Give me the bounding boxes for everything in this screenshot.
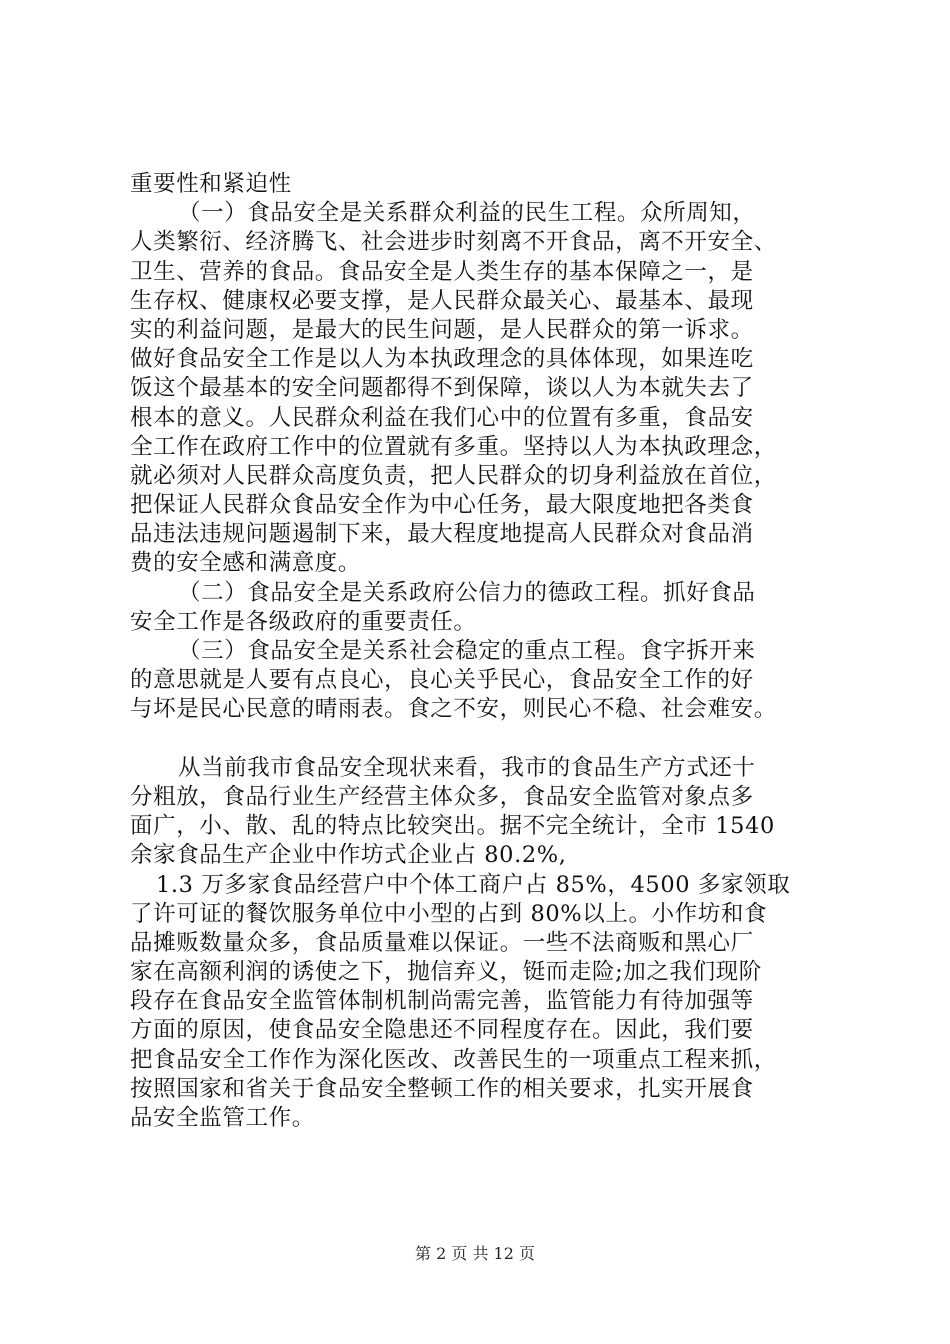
text-line: 品安全监管工作。	[130, 1105, 315, 1131]
text-line: 品摊贩数量众多，食品质量难以保证。一些不法商贩和黑心厂	[130, 929, 754, 956]
text-line: 与坏是民心民意的晴雨表。食之不安，则民心不稳、社会难安。	[130, 696, 777, 723]
text-line: 品违法违规问题遏制下来，最大程度地提高人民群众对食品消	[130, 521, 754, 548]
text-line: 段存在食品安全监管体制机制尚需完善，监管能力有待加强等	[130, 988, 754, 1015]
text-line: 把保证人民群众食品安全作为中心任务，最大限度地把各类食	[130, 492, 754, 519]
text-line: 就必须对人民群众高度负责，把人民群众的切身利益放在首位，	[130, 462, 777, 489]
page-number-footer: 第 2 页 共 12 页	[415, 1244, 535, 1263]
text-line: 方面的原因，使食品安全隐患还不同程度存在。因此，我们要	[130, 1017, 754, 1044]
text-line: 实的利益问题，是最大的民生问题，是人民群众的第一诉求。	[130, 316, 754, 343]
text-line: 分粗放，食品行业生产经营主体众多，食品安全监管对象点多	[130, 783, 754, 810]
text-line: 卫生、营养的食品。食品安全是人类生存的基本保障之一，是	[130, 258, 754, 285]
paragraph-heading-1: （一）食品安全是关系群众利益的民生工程。众所周知，	[178, 200, 756, 227]
paragraph-start: 从当前我市食品安全现状来看，我市的食品生产方式还十	[178, 754, 756, 781]
text-line: 面广，小、散、乱的特点比较突出。据不完全统计，全市 1540	[130, 813, 775, 840]
paragraph-heading-2: （二）食品安全是关系政府公信力的德政工程。抓好食品	[178, 579, 756, 606]
text-line: 根本的意义。人民群众利益在我们心中的位置有多重，食品安	[130, 404, 754, 431]
text-line: 生存权、健康权必要支撑，是人民群众最关心、最基本、最现	[130, 287, 754, 314]
text-line: 按照国家和省关于食品安全整顿工作的相关要求，扎实开展食	[130, 1075, 754, 1102]
paragraph-heading-3: （三）食品安全是关系社会稳定的重点工程。食字拆开来	[178, 638, 756, 664]
text-line: 家在高额利润的诱使之下，抛信弃义，铤而走险;加之我们现阶	[130, 959, 762, 986]
text-line: 全工作在政府工作中的位置就有多重。坚持以人为本执政理念，	[130, 433, 777, 460]
text-line: 饭这个最基本的安全问题都得不到保障，谈以人为本就失去了	[130, 375, 754, 402]
text-line: 余家食品生产企业中作坊式企业占 80.2%,	[130, 842, 567, 869]
text-line: 人类繁衍、经济腾飞、社会进步时刻离不开食品，离不开安全、	[130, 229, 777, 256]
text-line: 了许可证的餐饮服务单位中小型的占到 80%以上。小作坊和食	[130, 900, 768, 927]
paragraph-gap	[130, 725, 856, 754]
text-line: 安全工作是各级政府的重要责任。	[130, 608, 477, 635]
paragraph-start: 1.3 万多家食品经营户中个体工商户占 85%，4500 多家领取	[156, 871, 791, 898]
text-line: 做好食品安全工作是以人为本执政理念的具体体现，如果连吃	[130, 346, 754, 373]
text-line: 重要性和紧迫性	[130, 171, 292, 197]
text-line: 的意思就是人要有点良心，良心关乎民心，食品安全工作的好	[130, 667, 754, 694]
document-body	[130, 170, 856, 1133]
text-line: 费的安全感和满意度。	[130, 550, 362, 577]
text-line: 把食品安全工作作为深化医改、改善民生的一项重点工程来抓，	[130, 1046, 777, 1073]
